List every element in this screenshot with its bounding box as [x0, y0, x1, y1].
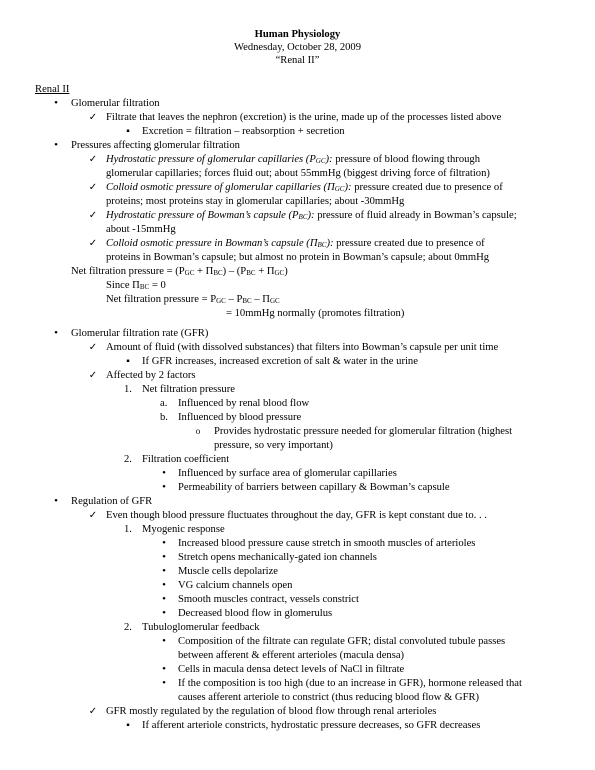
pressure-item-3-cont: about -15mmHg	[106, 224, 176, 235]
list-item-cont: pressure, so very important)	[214, 440, 333, 451]
document-title: Human Physiology	[254, 29, 341, 40]
bullet-icon	[51, 327, 61, 341]
checkmark-icon	[88, 705, 98, 719]
checkmark-icon	[88, 153, 98, 167]
list-item: Smooth muscles contract, vessels constrict	[178, 594, 359, 605]
since-statement: Since $\Pi_{BC} = 0$	[106, 280, 166, 291]
list-item: Influenced by surface area of glomerular capillaries	[178, 468, 397, 479]
bullet-icon	[51, 97, 61, 111]
list-item-cont: causes afferent arteriole to constrict (thus reducing blood flow & GFR)	[178, 692, 480, 703]
bullet-icon	[159, 607, 169, 621]
list-number: 1.	[124, 384, 132, 395]
bullet-icon	[159, 537, 169, 551]
checkmark-icon	[88, 209, 98, 223]
bullet-icon	[159, 481, 169, 495]
section-heading: Renal II	[35, 84, 70, 95]
bullet-icon	[159, 579, 169, 593]
list-item: If GFR increases, increased excretion of salt & water in the urine	[142, 356, 418, 367]
factor-net-filtration: Net filtration pressure	[142, 384, 235, 395]
pressure-item-4: Colloid osmotic pressure in Bowman’s capsule $(\Pi_{BC})$: pressure created due to presence of	[106, 238, 485, 249]
square-bullet-icon	[123, 125, 133, 139]
square-bullet-icon	[123, 355, 133, 369]
checkmark-icon	[88, 111, 98, 125]
bullet-icon	[159, 593, 169, 607]
bullet-icon	[159, 663, 169, 677]
myogenic-response: Myogenic response	[142, 524, 225, 535]
list-number: 2.	[124, 454, 132, 465]
list-item: GFR mostly regulated by the regulation of blood flow through renal arterioles	[106, 706, 437, 717]
list-letter: b.	[160, 412, 168, 423]
checkmark-icon	[88, 237, 98, 251]
checkmark-icon	[88, 369, 98, 383]
list-item: Muscle cells depolarize	[178, 566, 279, 577]
list-item: Provides hydrostatic pressure needed for glomerular filtration (highest	[214, 426, 513, 437]
document-date: Wednesday, October 28, 2009	[233, 42, 362, 53]
list-item: Filtrate that leaves the nephron (excretion) is the urine, made up of the processes listed above	[106, 112, 502, 123]
list-item: Influenced by blood pressure	[178, 412, 302, 423]
list-item: Decreased blood flow in glomerulus	[178, 608, 333, 619]
list-item: Stretch opens mechanically-gated ion channels	[178, 552, 377, 563]
list-item: Even though blood pressure fluctuates throughout the day, GFR is kept constant due to. . .	[106, 510, 487, 521]
pressure-item-4-cont: proteins in Bowman’s capsule; but almost no protein in Bowman’s capsule; about 0mmHg	[106, 252, 490, 263]
checkmark-icon	[88, 509, 98, 523]
topic-pressures: Pressures affecting glomerular filtration	[71, 140, 240, 151]
square-bullet-icon	[123, 719, 133, 733]
topic-glomerular-filtration: Glomerular filtration	[71, 98, 160, 109]
bullet-icon	[159, 467, 169, 481]
list-letter: a.	[160, 398, 168, 409]
list-item: If afferent arteriole constricts, hydrostatic pressure decreases, so GFR decreases	[142, 720, 481, 731]
pressure-item-2-cont: proteins; most proteins stay in glomerular capillaries; about -30mmHg	[106, 196, 405, 207]
net-filtration-formula-simplified: Net filtration pressure = $P_{GC} - P_{BC} - \Pi_{GC}$	[106, 294, 280, 305]
list-item: Influenced by renal blood flow	[178, 398, 310, 409]
list-item: Composition of the filtrate can regulate GFR; distal convoluted tubule passes	[178, 636, 506, 647]
bullet-icon	[159, 551, 169, 565]
list-item-cont: between afferent & efferent arterioles (macula densa)	[178, 650, 405, 661]
list-item: Permeability of barriers between capillary & Bowman’s capsule	[178, 482, 450, 493]
checkmark-icon	[88, 341, 98, 355]
list-item: If the composition is too high (due to an increase in GFR), hormone released that	[178, 678, 522, 689]
list-number: 2.	[124, 622, 132, 633]
list-item: Amount of fluid (with dissolved substances) that filters into Bowman’s capsule per unit time	[106, 342, 499, 353]
net-filtration-result: = 10mmHg normally (promotes filtration)	[226, 308, 405, 319]
net-filtration-formula: Net filtration pressure = $(P_{GC} + \Pi_{BC}) - (P_{BC} + \Pi_{GC})$	[71, 266, 288, 277]
checkmark-icon	[88, 181, 98, 195]
excretion-equation: Excretion = filtration – reabsorption + secretion	[142, 126, 345, 137]
topic-regulation-gfr: Regulation of GFR	[71, 496, 153, 507]
factor-filtration-coefficient: Filtration coefficient	[142, 454, 230, 465]
tubuloglomerular-feedback: Tubuloglomerular feedback	[142, 622, 260, 633]
list-number: 1.	[124, 524, 132, 535]
pressure-item-1: Hydrostatic pressure of glomerular capillaries $(P_{GC})$: pressure of blood flowing through	[106, 154, 481, 165]
bullet-icon	[51, 139, 61, 153]
list-item: Increased blood pressure cause stretch in smooth muscles of arterioles	[178, 538, 476, 549]
pressure-item-3: Hydrostatic pressure of Bowman’s capsule $(P_{BC})$: pressure of fluid already in Bowman’s capsule;	[106, 210, 517, 221]
list-item: Cells in macula densa detect levels of NaCl in filtrate	[178, 664, 405, 675]
circle-bullet-icon	[193, 425, 203, 439]
pressure-item-2: Colloid osmotic pressure of glomerular capillaries $(\Pi_{GC})$: pressure created due to presence of	[106, 182, 503, 193]
lecture-title: “Renal II”	[275, 55, 320, 66]
topic-gfr: Glomerular filtration rate (GFR)	[71, 328, 209, 339]
bullet-icon	[51, 495, 61, 509]
bullet-icon	[159, 565, 169, 579]
bullet-icon	[159, 635, 169, 649]
pressure-item-1-cont: glomerular capillaries; forces fluid out; about 55mmHg (biggest driving force of filtration)	[106, 168, 490, 179]
list-item: Affected by 2 factors	[106, 370, 196, 381]
bullet-icon	[159, 677, 169, 691]
list-item: VG calcium channels open	[178, 580, 293, 591]
